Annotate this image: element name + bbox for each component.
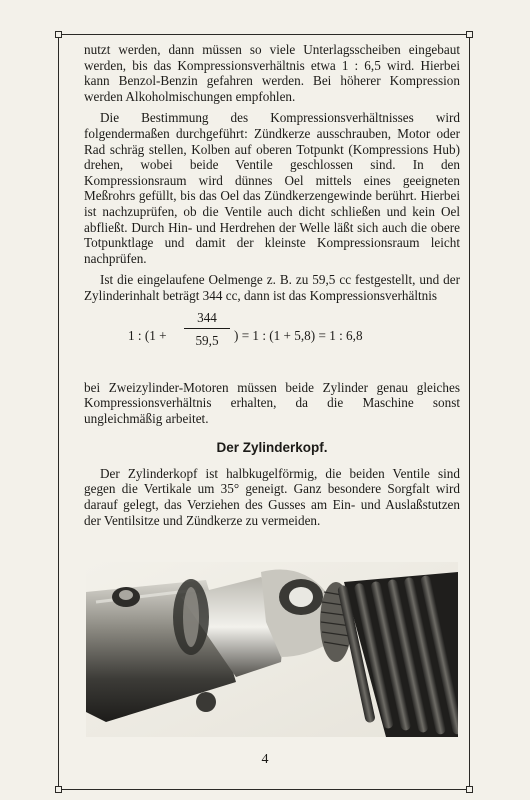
frame-corner-ornament — [466, 31, 473, 38]
section-heading: Der Zylinderkopf. — [216, 440, 328, 456]
frame-corner-ornament — [55, 31, 62, 38]
fraction-bar — [184, 328, 230, 329]
frame-corner-ornament — [55, 786, 62, 793]
formula-fraction — [184, 310, 230, 349]
formula-left: 1 : (1 + — [128, 327, 167, 343]
frame-corner-ornament — [466, 786, 473, 793]
page-number: 4 — [261, 752, 269, 767]
formula-numerator: 344 — [197, 309, 217, 325]
page-body — [84, 42, 460, 534]
compression-formula — [84, 310, 460, 372]
formula-right: ) = 1 : (1 + 5,8) = 1 : 6,8 — [234, 327, 363, 343]
paragraph-twin-cylinder: bei Zweizylinder-Motoren müssen beide Zylinder genau gleiches Kompressionsverhältnis erhalten, da die Maschine sonst ungleichmäßig arbeitet. — [84, 379, 460, 426]
cylinder-head-photo — [86, 562, 458, 737]
paragraph-example: Ist die eingelaufene Oelmenge z. B. zu 59,5 cc festgestellt, und der Zylinderinhalt beträgt 344 cc, dann ist das Kompressionsverhältnis — [84, 272, 460, 303]
formula-denominator: 59,5 — [195, 333, 219, 349]
paragraph-procedure: Die Bestimmung des Kompressionsverhältnisses wird folgendermaßen durchgeführt: Zündkerze ausschrauben, Motor oder Rad schräg stellen, Kolben auf oberen Totpunkt (Kompressions Hub) drehen, wobei beide Ventile geschlossen sind. In den Kompressionsraum wird dünnes Oel mittels eines geeigneten Meßrohrs gefüllt, bis das Oel das Zündkerzengewinde berührt. Hierbei ist nachzuprüfen, ob die Ventile auch dicht schließen und kein Oel abfließt. Durch Hin- und Herdrehen der Welle läßt sich auch die obere Totpunktlage und damit der kleinste Kompressionsraum leicht nachprüfen. — [84, 110, 460, 266]
paragraph-cylinder-head: Der Zylinderkopf ist halbkugelförmig, die beiden Ventile sind gegen die Vertikale um 35° geneigt. Ganz besondere Sorgfalt wird darauf gelegt, das Verziehen des Gusses am Ein- und Auslaßstutzen der Ventilsitze und Zündkerze zu vermeiden. — [84, 465, 460, 528]
paragraph-continuation: nutzt werden, dann müssen so viele Unterlagsscheiben eingebaut werden, bis das Kompressionsverhältnis etwa 1 : 6,5 wird. Hierbei kann Benzol-Benzin gefahren werden. Bei höherer Kompression werden Alkoholmischungen empfohlen. — [84, 42, 460, 104]
